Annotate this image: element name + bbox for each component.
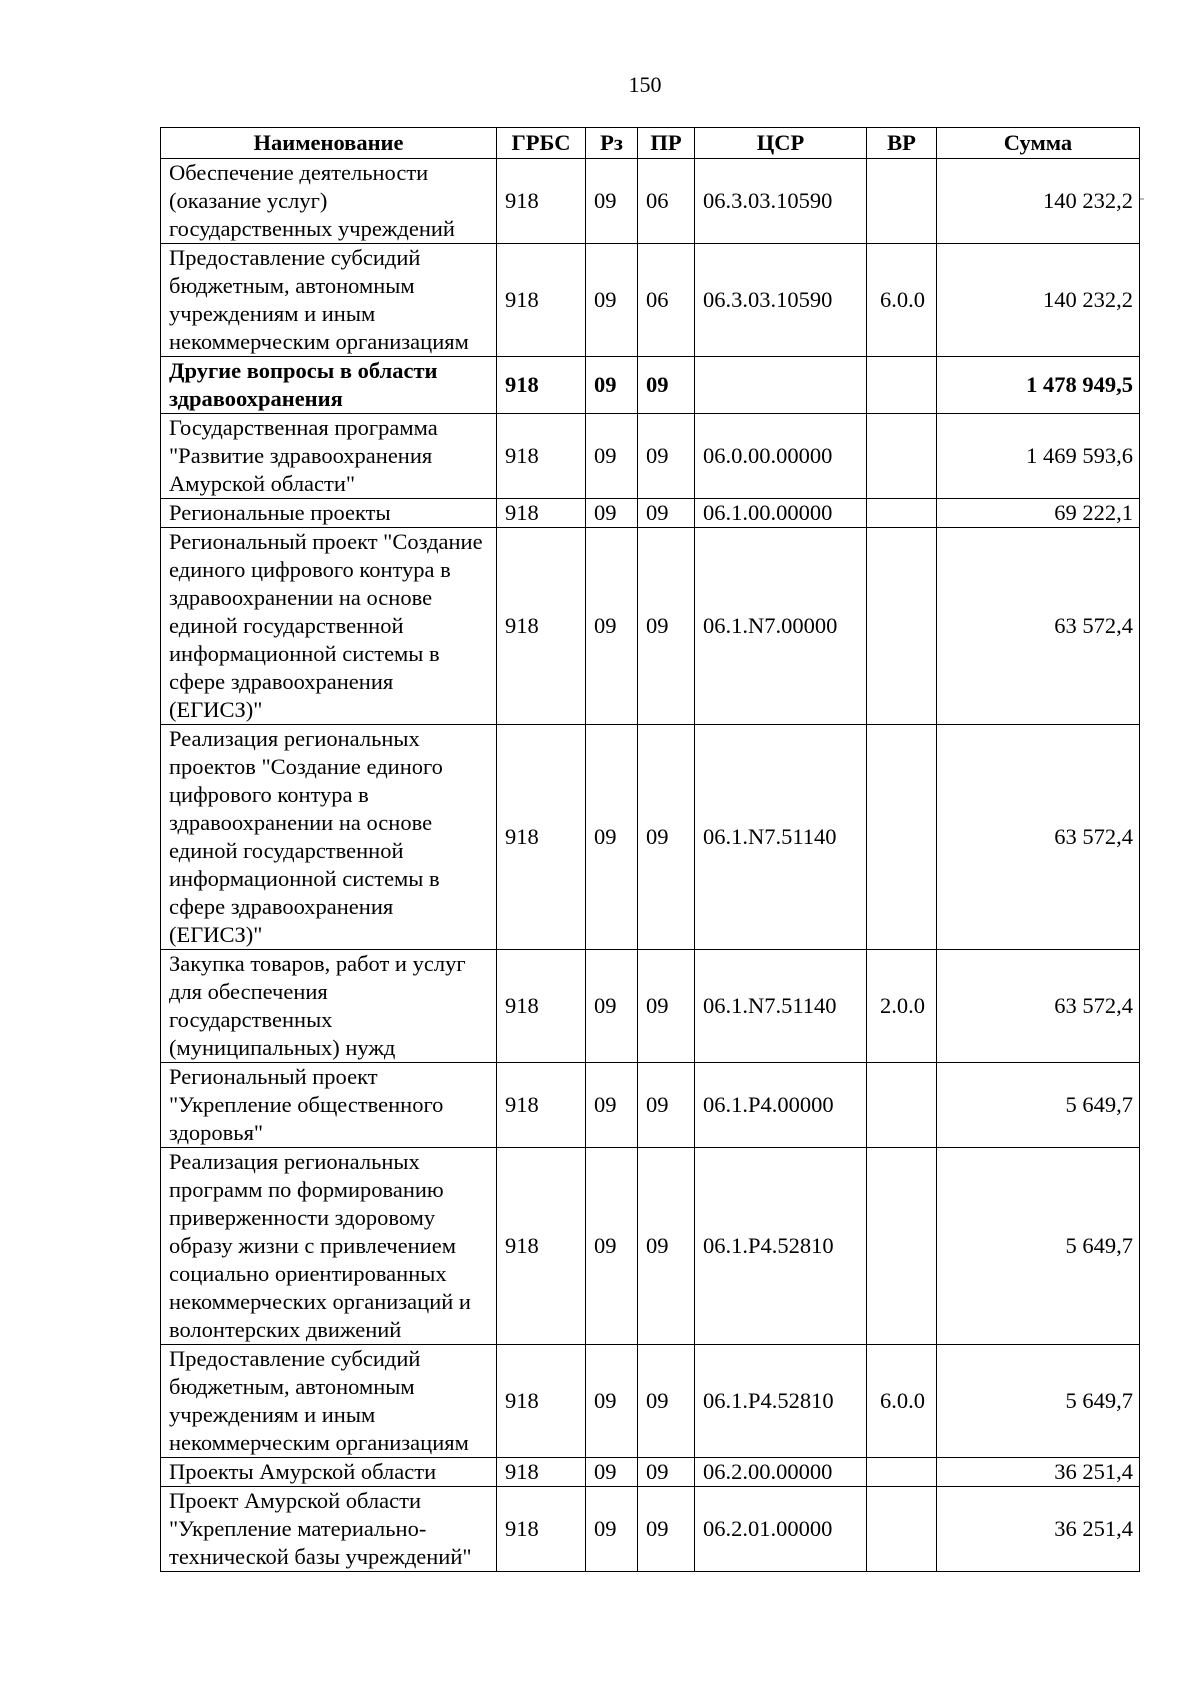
- header-pr: ПР: [638, 128, 695, 159]
- row-vr-cell: 6.0.0: [867, 1345, 937, 1458]
- page-number: 150: [628, 72, 662, 97]
- row-name-cell: Региональный проект "Создание единого цифрового контура в здравоохранении на основе единой государственной информационной системы в сфере здравоохранения (ЕГИСЗ)": [161, 528, 497, 725]
- row-sum-cell: 36 251,4: [937, 1458, 1140, 1487]
- row-grbs-cell: 918: [497, 414, 586, 499]
- table-row: [161, 1345, 1140, 1458]
- row-sum-cell: 36 251,4: [937, 1487, 1140, 1572]
- row-vr-cell: 2.0.0: [867, 950, 937, 1063]
- budget-table: [160, 127, 1140, 1572]
- row-rz-cell: 09: [586, 950, 638, 1063]
- table-row: [161, 1148, 1140, 1345]
- row-pr-cell: 09: [638, 357, 695, 414]
- row-csr-cell: 06.1.P4.00000: [695, 1063, 867, 1148]
- row-csr-cell: 06.2.01.00000: [695, 1487, 867, 1572]
- row-sum-cell: 1 478 949,5: [937, 357, 1140, 414]
- row-pr-cell: 09: [638, 1148, 695, 1345]
- row-rz-cell: 09: [586, 414, 638, 499]
- row-grbs-cell: 918: [497, 1345, 586, 1458]
- table-header-row: [161, 128, 1140, 159]
- row-csr-cell: 06.3.03.10590: [695, 159, 867, 244]
- row-csr-cell: 06.1.N7.00000: [695, 528, 867, 725]
- row-vr-cell: [867, 1148, 937, 1345]
- row-csr-cell: 06.1.P4.52810: [695, 1148, 867, 1345]
- table-row: [161, 1487, 1140, 1572]
- row-grbs-cell: 918: [497, 1487, 586, 1572]
- row-vr-cell: [867, 1063, 937, 1148]
- row-pr-cell: 06: [638, 244, 695, 357]
- row-name-cell: Проект Амурской области "Укрепление материально-технической базы учреждений": [161, 1487, 497, 1572]
- header-csr: ЦСР: [695, 128, 867, 159]
- row-grbs-cell: 918: [497, 950, 586, 1063]
- row-vr-cell: [867, 499, 937, 528]
- row-rz-cell: 09: [586, 725, 638, 950]
- row-grbs-cell: 918: [497, 725, 586, 950]
- row-vr-cell: [867, 725, 937, 950]
- row-sum-cell: 5 649,7: [937, 1148, 1140, 1345]
- row-sum-cell: 5 649,7: [937, 1063, 1140, 1148]
- row-vr-cell: [867, 159, 937, 244]
- row-name-cell: Закупка товаров, работ и услуг для обеспечения государственных (муниципальных) нужд: [161, 950, 497, 1063]
- row-vr-cell: 6.0.0: [867, 244, 937, 357]
- row-pr-cell: 09: [638, 950, 695, 1063]
- row-vr-cell: [867, 414, 937, 499]
- row-name-cell: Другие вопросы в области здравоохранения: [161, 357, 497, 414]
- table-row: [161, 950, 1140, 1063]
- table-row: [161, 1458, 1140, 1487]
- row-grbs-cell: 918: [497, 499, 586, 528]
- row-pr-cell: 09: [638, 1345, 695, 1458]
- row-sum-cell: 1 469 593,6: [937, 414, 1140, 499]
- row-rz-cell: 09: [586, 1148, 638, 1345]
- row-sum-cell: 5 649,7: [937, 1345, 1140, 1458]
- row-csr-cell: 06.1.P4.52810: [695, 1345, 867, 1458]
- row-csr-cell: 06.3.03.10590: [695, 244, 867, 357]
- row-grbs-cell: 918: [497, 357, 586, 414]
- table-row: [161, 414, 1140, 499]
- row-pr-cell: 06: [638, 159, 695, 244]
- row-vr-cell: [867, 528, 937, 725]
- table-row: [161, 528, 1140, 725]
- row-csr-cell: 06.1.N7.51140: [695, 725, 867, 950]
- row-rz-cell: 09: [586, 244, 638, 357]
- row-grbs-cell: 918: [497, 244, 586, 357]
- row-csr-cell: 06.0.00.00000: [695, 414, 867, 499]
- table-row: [161, 1063, 1140, 1148]
- row-pr-cell: 09: [638, 1487, 695, 1572]
- row-rz-cell: 09: [586, 499, 638, 528]
- row-rz-cell: 09: [586, 1345, 638, 1458]
- row-name-cell: Региональные проекты: [161, 499, 497, 528]
- row-sum-cell: 140 232,2: [937, 244, 1140, 357]
- row-rz-cell: 09: [586, 1487, 638, 1572]
- row-rz-cell: 09: [586, 528, 638, 725]
- row-name-cell: Проекты Амурской области: [161, 1458, 497, 1487]
- row-grbs-cell: 918: [497, 159, 586, 244]
- header-vr: ВР: [867, 128, 937, 159]
- row-grbs-cell: 918: [497, 1148, 586, 1345]
- row-sum-cell: 63 572,4: [937, 950, 1140, 1063]
- header-name: Наименование: [161, 128, 497, 159]
- row-pr-cell: 09: [638, 1458, 695, 1487]
- table-row: [161, 725, 1140, 950]
- row-rz-cell: 09: [586, 357, 638, 414]
- row-name-cell: Предоставление субсидий бюджетным, автономным учреждениям и иным некоммерческим организациям: [161, 244, 497, 357]
- row-grbs-cell: 918: [497, 528, 586, 725]
- row-rz-cell: 09: [586, 159, 638, 244]
- row-vr-cell: [867, 1487, 937, 1572]
- row-name-cell: Реализация региональных проектов "Создание единого цифрового контура в здравоохранении на основе единой государственной информационной системы в сфере здравоохранения (ЕГИСЗ)": [161, 725, 497, 950]
- row-csr-cell: 06.1.00.00000: [695, 499, 867, 528]
- table-row: [161, 244, 1140, 357]
- row-sum-cell: 140 232,2: [937, 159, 1140, 244]
- table-row: [161, 499, 1140, 528]
- header-rz: Рз: [586, 128, 638, 159]
- scan-artifact: [1140, 198, 1144, 200]
- row-pr-cell: 09: [638, 499, 695, 528]
- row-vr-cell: [867, 357, 937, 414]
- row-grbs-cell: 918: [497, 1063, 586, 1148]
- table-body: [161, 159, 1140, 1572]
- row-pr-cell: 09: [638, 725, 695, 950]
- row-csr-cell: 06.1.N7.51140: [695, 950, 867, 1063]
- header-grbs: ГРБС: [497, 128, 586, 159]
- row-name-cell: Государственная программа "Развитие здравоохранения Амурской области": [161, 414, 497, 499]
- row-pr-cell: 09: [638, 414, 695, 499]
- row-grbs-cell: 918: [497, 1458, 586, 1487]
- row-vr-cell: [867, 1458, 937, 1487]
- row-rz-cell: 09: [586, 1458, 638, 1487]
- table-row: [161, 357, 1140, 414]
- row-name-cell: Обеспечение деятельности (оказание услуг) государственных учреждений: [161, 159, 497, 244]
- row-pr-cell: 09: [638, 1063, 695, 1148]
- row-sum-cell: 63 572,4: [937, 528, 1140, 725]
- row-rz-cell: 09: [586, 1063, 638, 1148]
- row-pr-cell: 09: [638, 528, 695, 725]
- row-sum-cell: 63 572,4: [937, 725, 1140, 950]
- header-sum: Сумма: [937, 128, 1140, 159]
- row-sum-cell: 69 222,1: [937, 499, 1140, 528]
- table-row: [161, 159, 1140, 244]
- row-csr-cell: 06.2.00.00000: [695, 1458, 867, 1487]
- row-csr-cell: [695, 357, 867, 414]
- row-name-cell: Предоставление субсидий бюджетным, автономным учреждениям и иным некоммерческим организациям: [161, 1345, 497, 1458]
- row-name-cell: Реализация региональных программ по формированию приверженности здоровому образу жизни с привлечением социально ориентированных некоммерческих организаций и волонтерских движений: [161, 1148, 497, 1345]
- row-name-cell: Региональный проект "Укрепление общественного здоровья": [161, 1063, 497, 1148]
